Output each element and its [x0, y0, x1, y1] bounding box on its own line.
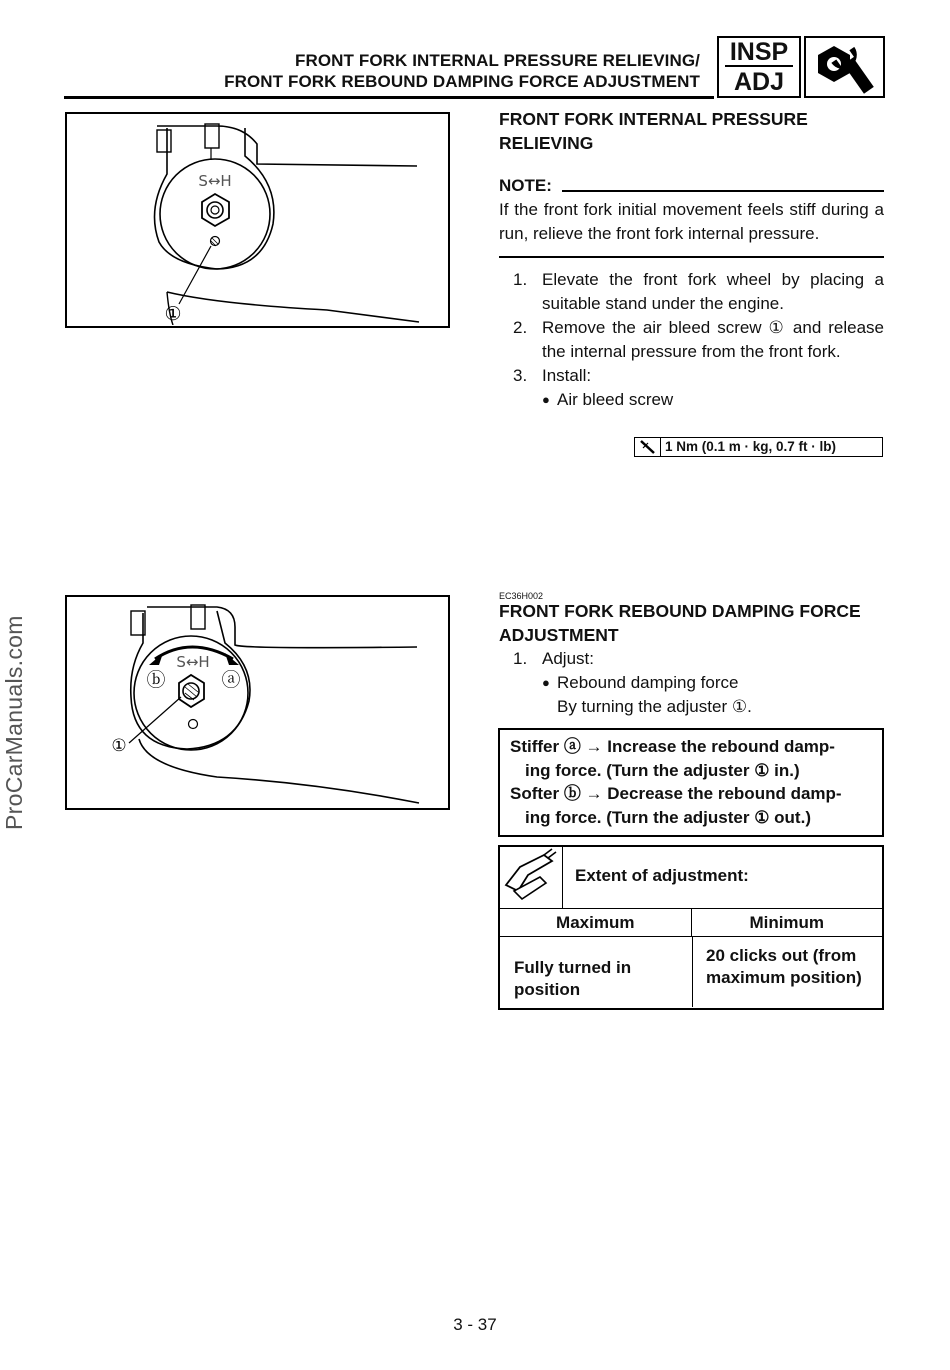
stiffer-softer-box — [498, 728, 884, 837]
torque-value: 1 Nm (0.1 m · kg, 0.7 ft · lb) — [665, 439, 837, 454]
bullet-sub-text: By turning the adjuster ①. — [557, 697, 752, 716]
page-number: 3 - 37 — [453, 1315, 497, 1334]
bullet-rebound-damping: ● Rebound damping force — [542, 673, 739, 692]
section2-heading-line-2: ADJUSTMENT — [499, 625, 619, 645]
figure2-scale-label: S↔H — [176, 653, 210, 671]
extent-of-adjustment-table — [498, 845, 884, 1010]
cell-minimum: 20 clicks out (from maximum position) — [706, 946, 862, 987]
softer-line-2: ing force. (Turn the adjuster ① out.) — [525, 807, 811, 827]
torque-spec — [634, 437, 883, 457]
note-label: NOTE: — [499, 176, 552, 195]
extent-table-row — [500, 937, 882, 1007]
extent-title: Extent of adjustment: — [575, 866, 749, 885]
note-header — [499, 174, 884, 198]
cell-maximum: Fully turned in position — [500, 937, 693, 1007]
stiffer-line-1: Stiffer ⓐ → Increase the rebound damp- — [510, 737, 835, 756]
section-rebound-damping — [499, 599, 884, 719]
figure2-callout-b: ⓑ — [146, 669, 166, 691]
header-title-line-2: FRONT FORK REBOUND DAMPING FORCE ADJUSTMENT — [224, 72, 700, 91]
note-rule — [562, 190, 884, 192]
bullet-air-bleed-screw: ● Air bleed screw — [542, 390, 674, 409]
section1-heading-line-1: FRONT FORK INTERNAL PRESSURE — [499, 109, 808, 129]
figure2-callout-a: ⓐ — [221, 669, 241, 691]
section2-code: EC36H002 — [499, 591, 544, 601]
note-text: If the front fork initial movement feels stiff during a run, relieve the front fork internal pressure. — [499, 200, 884, 243]
wrench-nut-icon — [804, 36, 885, 98]
step-1: 1. Elevate the front fork wheel by placing a suitable stand under the engine. — [513, 270, 884, 313]
section2-step-1: 1. Adjust: — [513, 649, 594, 668]
extent-table-header — [500, 909, 882, 937]
steps-list — [499, 268, 884, 388]
page-header-title — [224, 50, 700, 92]
header-rule — [64, 96, 714, 99]
header-title-line-1: FRONT FORK INTERNAL PRESSURE RELIEVING/ — [294, 51, 700, 70]
section-tab — [717, 36, 801, 98]
caliper-icon — [500, 847, 563, 908]
figure1-scale-label: S↔H — [198, 172, 232, 190]
tab-adj-label: ADJ — [733, 68, 784, 96]
section2-steps — [499, 647, 884, 671]
figure1-callout-1: ① — [164, 303, 182, 325]
stiffer-line-2: ing force. (Turn the adjuster ① in.) — [525, 760, 800, 780]
header-minimum: Minimum — [749, 913, 825, 932]
figure-rebound-adjuster — [65, 595, 450, 810]
step-3: 3. Install: — [513, 366, 592, 385]
softer-line-1: Softer ⓑ → Decrease the rebound damp- — [510, 784, 842, 803]
tab-insp-label: INSP — [725, 38, 793, 67]
figure2-callout-1: ① — [111, 736, 127, 756]
step-2: 2. Remove the air bleed screw ① and release the internal pressure from the front fork. — [513, 318, 884, 361]
section2-heading-line-1: FRONT FORK REBOUND DAMPING FORCE — [499, 601, 861, 621]
note-end-rule — [499, 256, 884, 258]
header-maximum: Maximum — [500, 909, 692, 936]
section1-heading-line-2: RELIEVING — [499, 133, 594, 153]
figure-air-bleed-screw — [65, 112, 450, 328]
section-pressure-relieving — [499, 107, 884, 412]
torque-wrench-icon — [635, 438, 661, 456]
